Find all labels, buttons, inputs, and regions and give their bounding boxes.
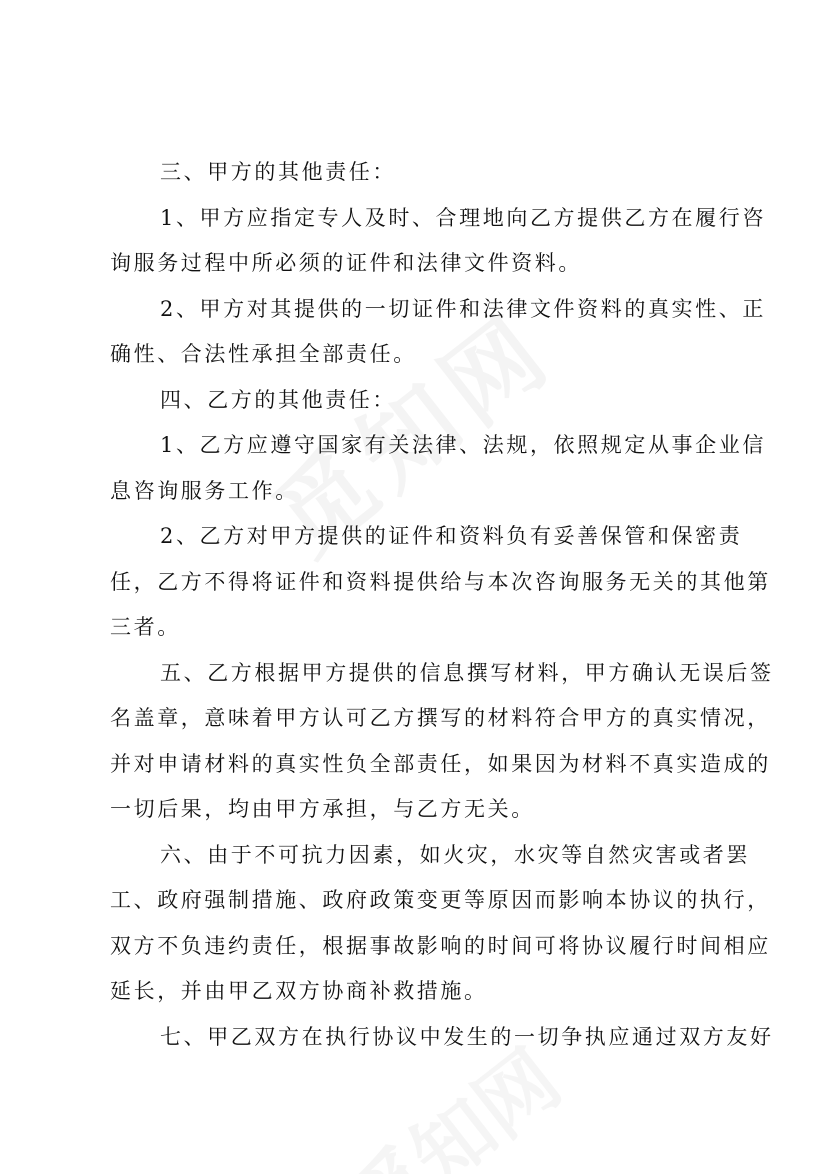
text-line: 六、由于不可抗力因素，如火灾，水灾等自然灾害或者罢 bbox=[160, 842, 750, 867]
text-line: 2、乙方对甲方提供的证件和资料负有妥善保管和保密责 bbox=[160, 524, 743, 548]
paragraph-clause-3-2 bbox=[110, 287, 766, 378]
paragraph-clause-4-1 bbox=[110, 423, 766, 514]
text-line: 询服务过程中所必须的证件和法律文件资料。 bbox=[110, 251, 582, 275]
text-line: 任，乙方不得将证件和资料提供给与本次咨询服务无关的其他第 bbox=[110, 569, 771, 594]
text-line: 七、甲乙双方在执行协议中发生的一切争执应通过双方友好 bbox=[160, 1024, 774, 1049]
paragraph-section-7 bbox=[110, 1015, 774, 1061]
paragraph-section-5 bbox=[110, 651, 774, 833]
text-line: 名盖章，意味着甲方认可乙方撰写的材料符合甲方的真实情况， bbox=[110, 706, 771, 730]
text-line: 五、乙方根据甲方提供的信息撰写材料，甲方确认无误后签 bbox=[160, 660, 774, 685]
text-line: 一切后果，均由甲方承担，与乙方无关。 bbox=[110, 797, 535, 821]
text-line: 2、甲方对其提供的一切证件和法律文件资料的真实性、正 bbox=[160, 296, 766, 321]
text-line: 并对申请材料的真实性负全部责任，如果因为材料不真实造成的 bbox=[110, 751, 771, 776]
paragraph-clause-3-1 bbox=[110, 196, 766, 287]
text-line: 延长，并由甲乙双方协商补救措施。 bbox=[110, 979, 488, 1003]
text-line: 息咨询服务工作。 bbox=[110, 478, 299, 503]
paragraph-section-4-heading bbox=[110, 378, 740, 424]
text-line: 1、甲方应指定专人及时、合理地向乙方提供乙方在履行咨 bbox=[160, 205, 766, 230]
text-line: 三、甲方的其他责任： bbox=[160, 160, 396, 184]
text-line: 确性、合法性承担全部责任。 bbox=[110, 342, 417, 366]
text-line: 四、乙方的其他责任： bbox=[160, 387, 396, 412]
paragraph-clause-4-2 bbox=[110, 514, 771, 651]
paragraph-section-6 bbox=[110, 833, 771, 1015]
text-line: 三者。 bbox=[110, 615, 181, 639]
document-body bbox=[110, 150, 774, 1060]
paragraph-section-3-heading bbox=[110, 150, 740, 196]
text-line: 双方不负违约责任，根据事故影响的时间可将协议履行时间相应 bbox=[110, 933, 771, 958]
text-line: 工、政府强制措施、政府政策变更等原因而影响本协议的执行， bbox=[110, 888, 771, 912]
text-line: 1、乙方应遵守国家有关法律、法规，依照规定从事企业信 bbox=[160, 433, 766, 457]
